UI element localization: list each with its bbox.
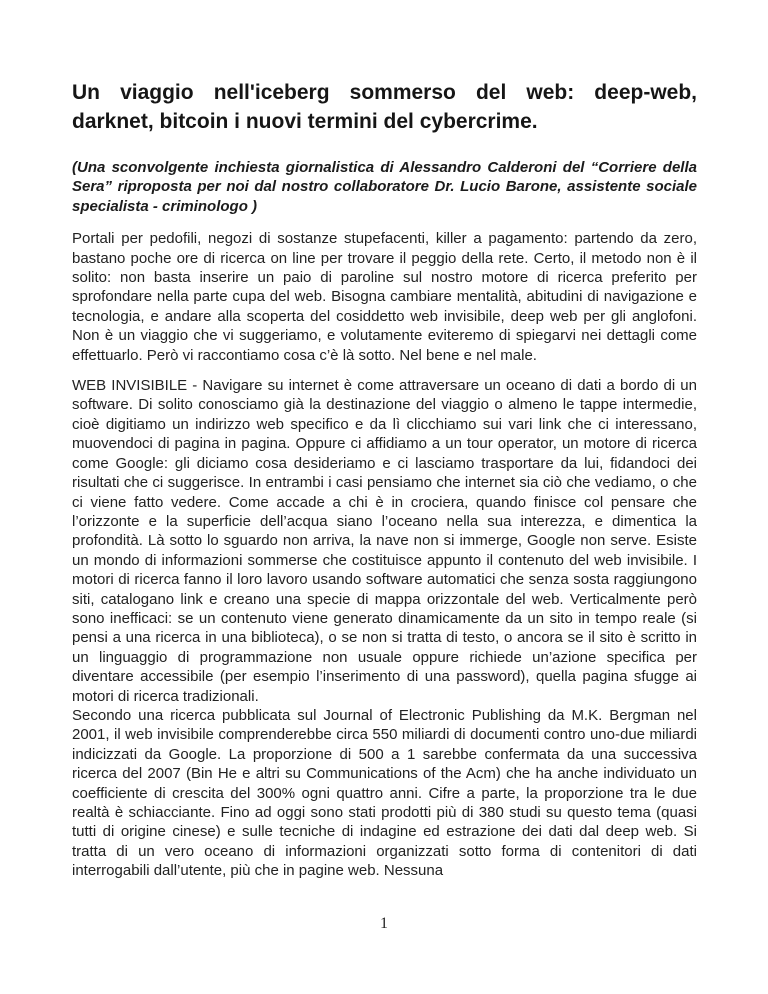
- document-title: Un viaggio nell'iceberg sommerso del web: deep-web, darknet, bitcoin i nuovi termini del cybercrime.: [72, 81, 697, 133]
- paragraph-web-invisibile: WEB INVISIBILE - Navigare su internet è come attraversare un oceano di dati a bordo di un software. Di solito conosciamo già la destinazione del viaggio o almeno le tappe intermedie, cioè digitiamo un indirizzo web specifico e da lì clicchiamo sui vari link che ci interessano, muovendoci di pagina in pagina. Oppure ci affidiamo a un tour operator, un motore di ricerca come Google: gli diciamo cosa desideriamo e ci lasciamo trasportare da lui, fidandoci dei risultati che ci suggerisce. In entrambi i casi pensiamo che internet sia ciò che vediamo, o che ci viene fatto vedere. Come accade a chi è in crociera, quando finisce col pensare che l’orizzonte e la superficie dell’acqua siano l’oceano nella sua interezza, e dimentica la profondità. Là sotto lo sguardo non arriva, la nave non si immerge, Google non serve. Esiste un mondo di informazioni sommerse che costituisce appunto il contenuto del web invisibile. I motori di ricerca fanno il loro lavoro usando software automatici che senza sosta raggiungono siti, catalogano link e creano una specie di mappa orizzontale del web. Verticalmente però sono inefficaci: se un contenuto viene generato dinamicamente da un sito in tempo reale (si pensi a una ricerca in una biblioteca), o se non si tratta di testo, o ancora se il sito è scritto in un linguaggio di programmazione non usuale oppure richiede un’azione specifica per diventare accessibile (per esempio l’inserimento di una password), quella pagina sfugge ai motori di ricerca tradizionali.: [72, 377, 697, 705]
- document-subtitle: (Una sconvolgente inchiesta giornalistica di Alessandro Calderoni del “Corriere della Sera” riproposta per noi dal nostro collaboratore Dr. Lucio Barone, assistente sociale specialista - criminologo ): [72, 159, 697, 215]
- paragraph-bergman-research: Secondo una ricerca pubblicata sul Journal of Electronic Publishing da M.K. Bergman nel 2001, il web invisibile comprenderebbe circa 550 miliardi di documenti contro uno-due miliardi indicizzati da Google. La proporzione di 500 a 1 sarebbe confermata da una successiva ricerca del 2007 (Bin He e altri su Communications of the Acm) che ha anche individuato un coefficiente di crescita del 300% ogni quattro anni. Cifre a parte, la proporzione tra le due realtà è schiacciante. Fino ad oggi sono stati prodotti più di 380 studi su questo tema (quasi tutti di origine cinese) e sulle tecniche di indagine ed estrazione dei dati dal deep web. Si tratta di un vero oceano di informazioni organizzati sotto forma di contenitori di dati interrogabili dall’utente, più che in pagine web. Nessuna: [72, 706, 697, 880]
- paragraph-intro: Portali per pedofili, negozi di sostanze stupefacenti, killer a pagamento: partendo da zero, bastano poche ore di ricerca on line per trovare il peggio della rete. Certo, il metodo non è il solito: non basta inserire un paio di paroline sul nostro motore di ricerca preferito per sprofondare nella parte cupa del web. Bisogna cambiare mentalità, abitudini di navigazione e tecnologia, e andare alla scoperta del cosiddetto web invisibile, deep web per gli anglofoni. Non è un viaggio che vi suggeriamo, e volutamente eviteremo di spiegarvi nei dettagli come effettuarlo. Però vi raccontiamo cosa c’è là sotto. Nel bene e nel male.: [72, 230, 697, 364]
- page-number: 1: [380, 915, 388, 932]
